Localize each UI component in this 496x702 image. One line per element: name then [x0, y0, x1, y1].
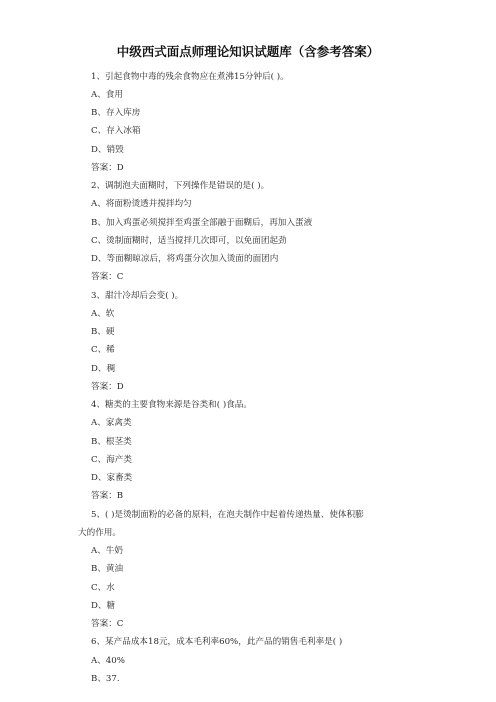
option: D、等面糊晾凉后，将鸡蛋分次加入烫面的面团内 — [91, 254, 279, 264]
option: A、家禽类 — [91, 418, 132, 429]
option: A、软 — [91, 308, 115, 319]
option: A、40% — [91, 655, 125, 666]
answer: 答案：C — [91, 272, 124, 283]
option: B、根茎类 — [91, 436, 132, 447]
option: A、食用 — [91, 89, 123, 100]
answer: 答案：C — [91, 619, 124, 629]
option: B、存入库房 — [91, 108, 141, 118]
question-text: 1、引起食物中毒的残余食物应在煮沸15分钟后( )。 — [91, 71, 289, 82]
option: C、存入冰箱 — [91, 126, 141, 137]
answer: 答案：D — [91, 162, 124, 173]
question-text: 5、( )是烫制面粉的必备的原料，在泡夫制作中起着传递热量、使体积膨 — [91, 509, 364, 520]
answer: 答案：D — [91, 381, 124, 392]
document-title: 中级西式面点师理论知识试题库（含参考答案） — [116, 44, 380, 59]
option: C、烫制面糊时，适当搅拌几次即可，以免面团起劲 — [91, 235, 287, 246]
option: C、稀 — [91, 345, 115, 356]
option: A、将面粉烫透并搅拌均匀 — [91, 199, 192, 210]
option: B、黄油 — [91, 564, 124, 575]
answer: 答案：B — [91, 491, 124, 502]
option: B、硬 — [91, 327, 115, 337]
option: B、加入鸡蛋必须搅拌至鸡蛋全部融于面糊后，再加入蛋液 — [91, 217, 313, 228]
option: D、稠 — [91, 363, 116, 374]
question-text-continued: 大的作用。 — [78, 527, 121, 538]
question-text: 2、调制泡夫面糊时，下列操作是错误的是( )。 — [91, 181, 270, 191]
option: D、糖 — [91, 600, 116, 611]
option: D、销毁 — [91, 144, 124, 155]
option: C、水 — [91, 582, 115, 593]
question-text: 4、糖类的主要食物来源是谷类和( )食品。 — [91, 400, 252, 410]
option: D、家畜类 — [91, 473, 133, 483]
option: C、海产类 — [91, 454, 132, 465]
question-text: 6、某产品成本18元，成本毛利率60%，此产品的销售毛利率是( ) — [91, 637, 343, 648]
question-text: 3、甜汁冷却后会变( )。 — [91, 290, 184, 301]
option: B、37. — [91, 673, 120, 684]
question-list — [78, 68, 421, 689]
option: A、牛奶 — [91, 546, 123, 556]
